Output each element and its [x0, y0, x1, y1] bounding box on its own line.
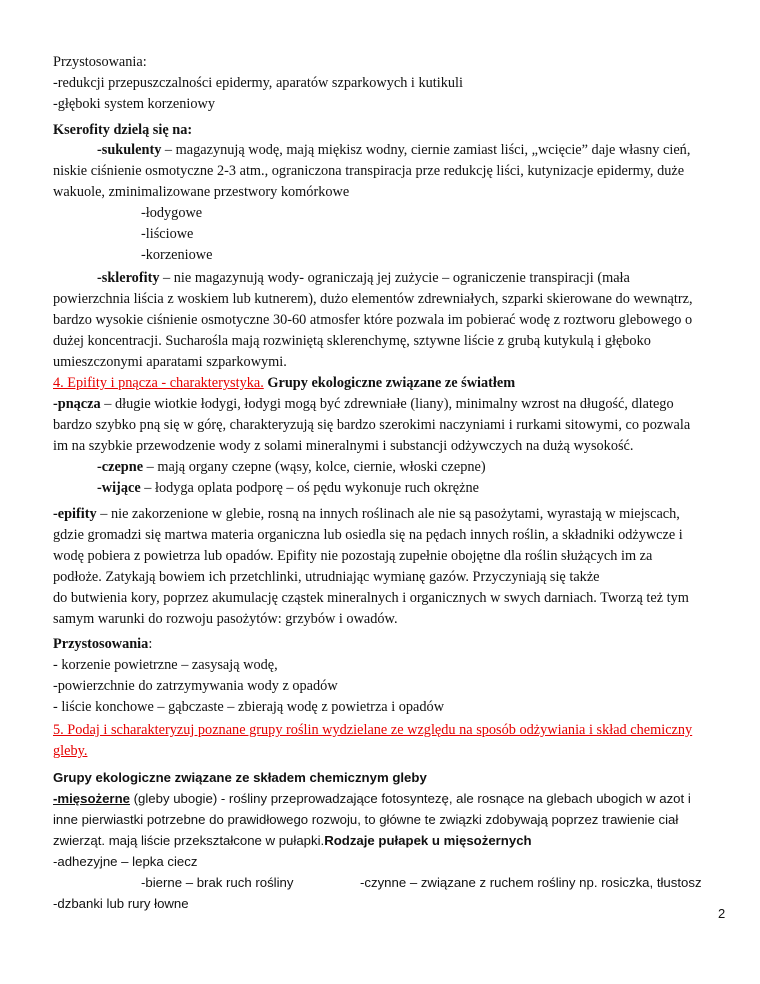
- sukulenty-text: niskie ciśnienie osmotyczne 2-3 atm., ograniczona transpiracja prze redukcję liści, kutynizacje epidermy, duże: [53, 163, 685, 179]
- sklerofity-text: umieszczonymi aparatami szparkowymi.: [53, 354, 287, 370]
- miesozerne-text: zwierząt. mają liście przekształcone w pułapki.: [53, 833, 325, 848]
- miesozerne-text: inne pierwiastki potrzebne do prawidłowego rozwoju, to główne te związki zdobywają poprzez trawienie ciał: [53, 812, 679, 827]
- sklerofity-text: powierzchnia liścia z woskiem lub kutnerem), dużo elementów zdrewniałych, szparki skierowane do wewnątrz,: [53, 291, 693, 307]
- miesozerne-line: [53, 789, 691, 809]
- sukulenty-type: -korzeniowe: [141, 247, 213, 263]
- section5-question: 5. Podaj i scharakteryzuj poznane grupy roślin wydzielane ze względu na sposób odżywiania i skład chemiczny: [53, 722, 693, 738]
- section5-question: gleby.: [53, 743, 88, 759]
- sukulenty-text: wakuole, zminimalizowane przestwory komórkowe: [53, 184, 350, 200]
- pnacza-line: [53, 394, 674, 414]
- section4-heading-line: [53, 373, 515, 393]
- trap-czynne: -czynne – związane z ruchem rośliny np. rosiczka, tłustosz: [360, 875, 702, 890]
- sukulenty-type: -łodygowe: [141, 205, 203, 221]
- wijace-text: – łodyga oplata podporę – oś pędu wykonuje ruch okrężne: [140, 480, 479, 496]
- epifity-text: samym warunki do rozwoju pasożytów: grzybów i owadów.: [53, 611, 398, 627]
- intro-item: -głęboki system korzeniowy: [53, 96, 215, 112]
- epifity-line: [53, 504, 680, 524]
- sklerofity-text: dużej koncentracji. Sucharośla mają rozwiniętą sklerenchymę, sztywne liście z grubą kutykulą i głęboko: [53, 333, 651, 349]
- epifity-text: do butwienia kory, poprzez akumulację cząstek mineralnych i organicznych w swych darniach. Tworzą też tym: [53, 590, 689, 606]
- wijace-line: [97, 478, 479, 498]
- sukulenty-type: -liściowe: [141, 226, 194, 242]
- sukulenty-text: – magazynują wodę, mają miękisz wodny, ciernie zamiast liści, „wcięcie” daje własny cień,: [161, 142, 691, 158]
- pnacza-term: -pnącza: [53, 396, 101, 412]
- sklerofity-term: -sklerofity: [97, 270, 160, 286]
- sukulenty-line: [97, 140, 690, 160]
- sklerofity-text: – nie magazynują wody- ograniczają jej zużycie – ograniczenie transpiracji (mała: [159, 270, 630, 286]
- sklerofity-line: [97, 268, 630, 288]
- pnacza-text: – długie wiotkie łodygi, łodygi mogą być zdrewniałe (liany), minimalny wzrost na długość, dlatego: [100, 396, 674, 412]
- przystosowania-title: Przystosowania: [53, 636, 149, 652]
- trap-adhezyjne: -adhezyjne – lepka ciecz: [53, 854, 198, 869]
- miesozerne-text: (gleby ubogie) - rośliny przeprowadzające fotosyntezę, ale rosnące na glebach ubogich w azot i: [129, 791, 691, 806]
- pnacza-text: im na szybkie przewodzenie wody z solami mineralnymi i substancji odżywczych na dużą wysokość.: [53, 438, 634, 454]
- wijace-term: -wijące: [97, 480, 141, 496]
- epifity-text: wodę pobiera z powietrza lub opadów. Epifity nie pozostają zupełnie obojętne dla roślin służących im za: [53, 548, 653, 564]
- trap-dzbanki: -dzbanki lub rury łowne: [53, 896, 189, 911]
- traps-heading: Rodzaje pułapek u mięsożernych: [324, 833, 532, 848]
- przystosowania-item: - korzenie powietrzne – zasysają wodę,: [53, 657, 278, 673]
- przystosowania-colon: :: [148, 636, 153, 652]
- przystosowania-item: -powierzchnie do zatrzymywania wody z opadów: [53, 678, 338, 694]
- przystosowania-title-line: [53, 634, 152, 654]
- intro-item: -redukcji przepuszczalności epidermy, aparatów szparkowych i kutikuli: [53, 75, 463, 91]
- section4-heading: Grupy ekologiczne związane ze światłem: [263, 375, 516, 391]
- section5-heading: Grupy ekologiczne związane ze składem chemicznym gleby: [53, 770, 427, 785]
- sukulenty-term: -sukulenty: [97, 142, 162, 158]
- czepne-term: -czepne: [97, 459, 144, 475]
- czepne-text: – mają organy czepne (wąsy, kolce, ciernie, włoski czepne): [143, 459, 486, 475]
- trap-bierne: -bierne – brak ruch rośliny: [141, 875, 294, 890]
- przystosowania-item: - liście konchowe – gąbczaste – zbierają wodę z powietrza i opadów: [53, 699, 445, 715]
- epifity-term: -epifity: [53, 506, 97, 522]
- miesozerne-term: -mięsożerne: [53, 791, 130, 806]
- epifity-text: gdzie gromadzi się martwa materia organiczna lub osiedla się na pędach innych roślin, a składniki odżywcze i: [53, 527, 683, 543]
- page-number: 2: [718, 906, 726, 921]
- czepne-line: [97, 457, 486, 477]
- kserofity-heading: Kserofity dzielą się na:: [53, 122, 193, 138]
- section4-question: 4. Epifity i pnącza - charakterystyka.: [53, 375, 264, 391]
- epifity-text: podłoże. Zatykają bowiem ich przetchlinki, utrudniając wymianę gazów. Przyczyniają się także: [53, 569, 600, 585]
- pnacza-text: bardzo szybko pną się w górę, charakteryzują się bardzo szerokimi naczyniami i rurkami sitowymi, co pozwala: [53, 417, 691, 433]
- sklerofity-text: bardzo wysokie ciśnienie osmotyczne 30-60 atmosfer które pozwala im pobierać wodę z roztworu glebowego o: [53, 312, 693, 328]
- intro-title: Przystosowania:: [53, 54, 147, 70]
- miesozerne-line: [53, 831, 532, 851]
- epifity-text: – nie zakorzenione w glebie, rosną na innych roślinach ale nie są pasożytami, wyrastają w miejscach,: [96, 506, 680, 522]
